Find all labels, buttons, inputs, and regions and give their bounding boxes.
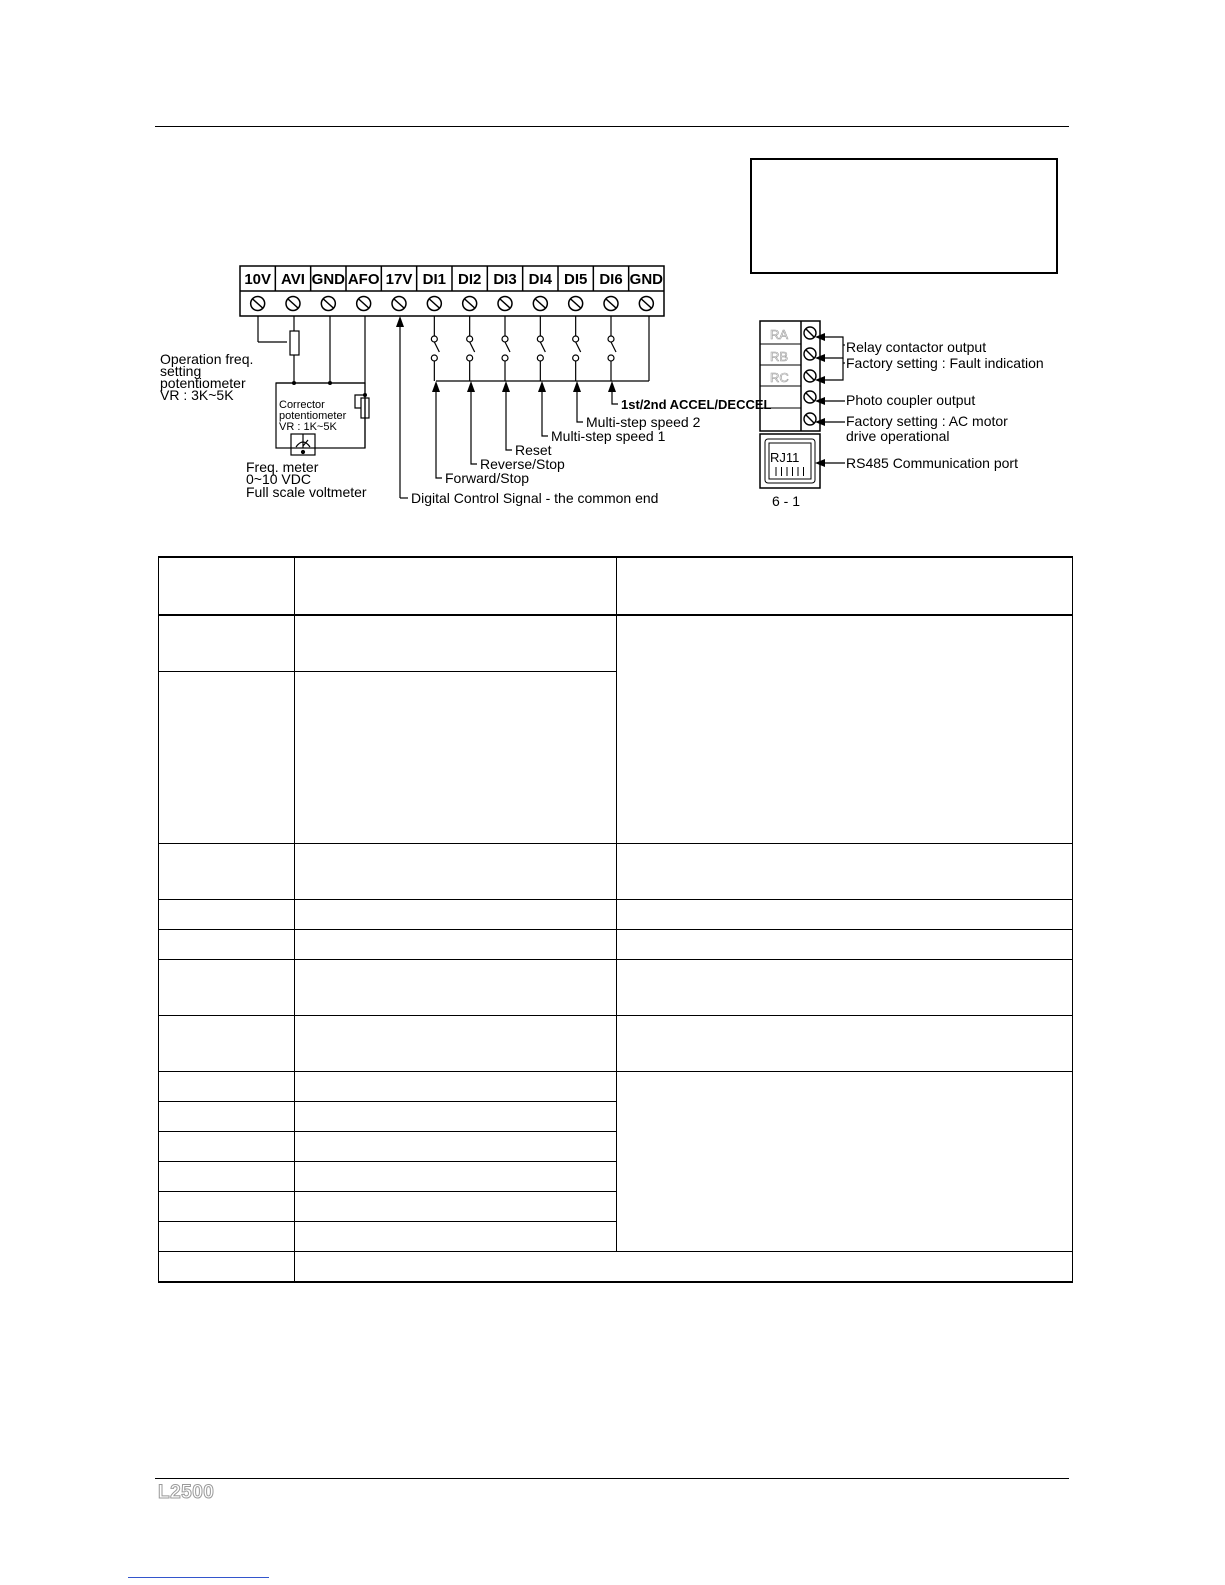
table-row xyxy=(159,1016,1073,1072)
freq-meter-line-2: 0~10 VDC xyxy=(246,471,311,487)
terminal-label: DI2 xyxy=(457,271,482,288)
table-cell xyxy=(159,1222,295,1252)
terminal-label: AVI xyxy=(281,271,305,288)
terminal-label: DI5 xyxy=(563,271,588,288)
table-row xyxy=(159,844,1073,900)
terminal-table xyxy=(158,556,1073,1283)
screw-icon xyxy=(569,297,583,311)
relay-annotation-1: Relay contactor output xyxy=(846,339,987,355)
relay-label-rb: RB xyxy=(770,349,789,364)
terminal-label: DI3 xyxy=(493,271,517,288)
switch-icon xyxy=(502,316,510,381)
screw-icon xyxy=(427,297,441,311)
di5-annotation: Multi-step speed 2 xyxy=(586,414,701,430)
screw-icon xyxy=(498,297,512,311)
table-row xyxy=(159,960,1073,1016)
table-cell xyxy=(159,672,295,844)
bottom-rule xyxy=(155,1478,1069,1479)
table-row xyxy=(159,900,1073,930)
table-cell xyxy=(159,615,295,672)
table-cell xyxy=(295,900,617,930)
table-cell xyxy=(159,1016,295,1072)
photo-annotation-2: Factory setting : AC motor xyxy=(846,413,1008,429)
table-cell xyxy=(159,1192,295,1222)
table-header-cell xyxy=(159,557,295,615)
table-cell xyxy=(295,672,617,844)
common-end-annotation: Digital Control Signal - the common end xyxy=(411,490,659,506)
table-cell xyxy=(617,1072,1073,1252)
table-header-row xyxy=(159,557,1073,615)
screw-icon xyxy=(804,391,816,403)
screw-icon xyxy=(286,297,300,311)
terminal-label: 17V xyxy=(385,271,413,288)
photo-annotation-1: Photo coupler output xyxy=(846,392,976,408)
table-cell xyxy=(617,930,1073,960)
screw-icon xyxy=(804,370,816,382)
operation-freq-line-2: setting xyxy=(160,363,202,379)
figure-number: 6 - 1 xyxy=(772,493,801,509)
photo-annotation-3: drive operational xyxy=(846,428,950,444)
table-cell xyxy=(159,1072,295,1102)
rs485-annotation: RS485 Communication port xyxy=(846,455,1018,471)
operation-potentiometer xyxy=(290,331,299,355)
table-cell xyxy=(295,1132,617,1162)
corrector-line-1: Corrector xyxy=(279,399,325,411)
terminal-label: GND xyxy=(629,271,664,288)
table-cell xyxy=(295,1192,617,1222)
switch-icon xyxy=(608,316,616,381)
table-cell xyxy=(295,930,617,960)
terminal-label: DI4 xyxy=(528,271,553,288)
table-cell xyxy=(295,1016,617,1072)
operation-freq-line-3: potentiometer xyxy=(160,375,246,391)
screw-icon xyxy=(639,297,653,311)
table-cell xyxy=(617,1016,1073,1072)
table-row xyxy=(159,1252,1073,1283)
table-cell xyxy=(295,1252,1073,1283)
terminal-label: DI1 xyxy=(422,271,447,288)
relay-block xyxy=(760,321,820,431)
table-cell xyxy=(159,1252,295,1283)
switch-icon xyxy=(573,316,581,381)
screw-icon xyxy=(392,297,406,311)
corrector-line-2: potentiometer xyxy=(279,410,347,422)
screw-icon xyxy=(804,327,816,339)
footer-logo: L2500 xyxy=(158,1482,215,1503)
table-cell xyxy=(159,960,295,1016)
terminal-label: 10V xyxy=(244,271,272,288)
corrector-line-3: VR : 1K~5K xyxy=(279,421,337,433)
terminal-label: DI6 xyxy=(599,271,623,288)
di6-annotation: 1st/2nd ACCEL/DECCEL xyxy=(621,397,772,412)
relay-label-ra: RA xyxy=(770,327,789,342)
rj11-label: RJ11 xyxy=(770,450,800,465)
table-cell xyxy=(617,615,1073,844)
screw-icon xyxy=(463,297,477,311)
table-cell xyxy=(295,615,617,672)
table-row xyxy=(159,1072,1073,1102)
screw-icon xyxy=(321,297,335,311)
table-row xyxy=(159,930,1073,960)
screw-icon xyxy=(804,413,816,425)
freq-meter-line-3: Full scale voltmeter xyxy=(246,484,367,500)
table-cell xyxy=(617,900,1073,930)
di4-annotation: Multi-step speed 1 xyxy=(551,428,666,444)
table-header-cell xyxy=(617,557,1073,615)
table-row xyxy=(159,615,1073,672)
di2-annotation: Reverse/Stop xyxy=(480,456,565,472)
screw-icon xyxy=(251,297,265,311)
table-cell xyxy=(159,930,295,960)
table-cell xyxy=(617,960,1073,1016)
screw-icon xyxy=(804,348,816,360)
switch-icon xyxy=(431,316,439,381)
switch-icon xyxy=(537,316,545,381)
table-cell xyxy=(295,844,617,900)
switch-icon xyxy=(467,316,475,381)
table-cell xyxy=(159,900,295,930)
operation-freq-line-1: Operation freq. xyxy=(160,351,254,367)
table-cell xyxy=(295,1072,617,1102)
table-cell xyxy=(159,1162,295,1192)
relay-annotation-2: Factory setting : Fault indication xyxy=(846,355,1044,371)
link-underline xyxy=(128,1577,269,1578)
operation-freq-line-4: VR : 3K~5K xyxy=(160,387,234,403)
relay-label-rc: RC xyxy=(770,370,789,385)
table-cell xyxy=(295,960,617,1016)
table-cell xyxy=(617,844,1073,900)
table-cell xyxy=(295,1162,617,1192)
terminal-label: AFO xyxy=(347,271,380,288)
table-cell xyxy=(159,1102,295,1132)
table-cell xyxy=(159,844,295,900)
screw-icon xyxy=(357,297,371,311)
di3-annotation: Reset xyxy=(515,442,552,458)
table-cell xyxy=(295,1102,617,1132)
table-header-cell xyxy=(295,557,617,615)
freq-meter-line-1: Freq. meter xyxy=(246,459,319,475)
table-cell xyxy=(159,1132,295,1162)
screw-icon xyxy=(533,297,547,311)
table-cell xyxy=(295,1222,617,1252)
screw-icon xyxy=(604,297,618,311)
terminal-label: GND xyxy=(311,271,346,288)
wiring-diagram xyxy=(0,0,1225,540)
di1-annotation: Forward/Stop xyxy=(445,470,530,486)
